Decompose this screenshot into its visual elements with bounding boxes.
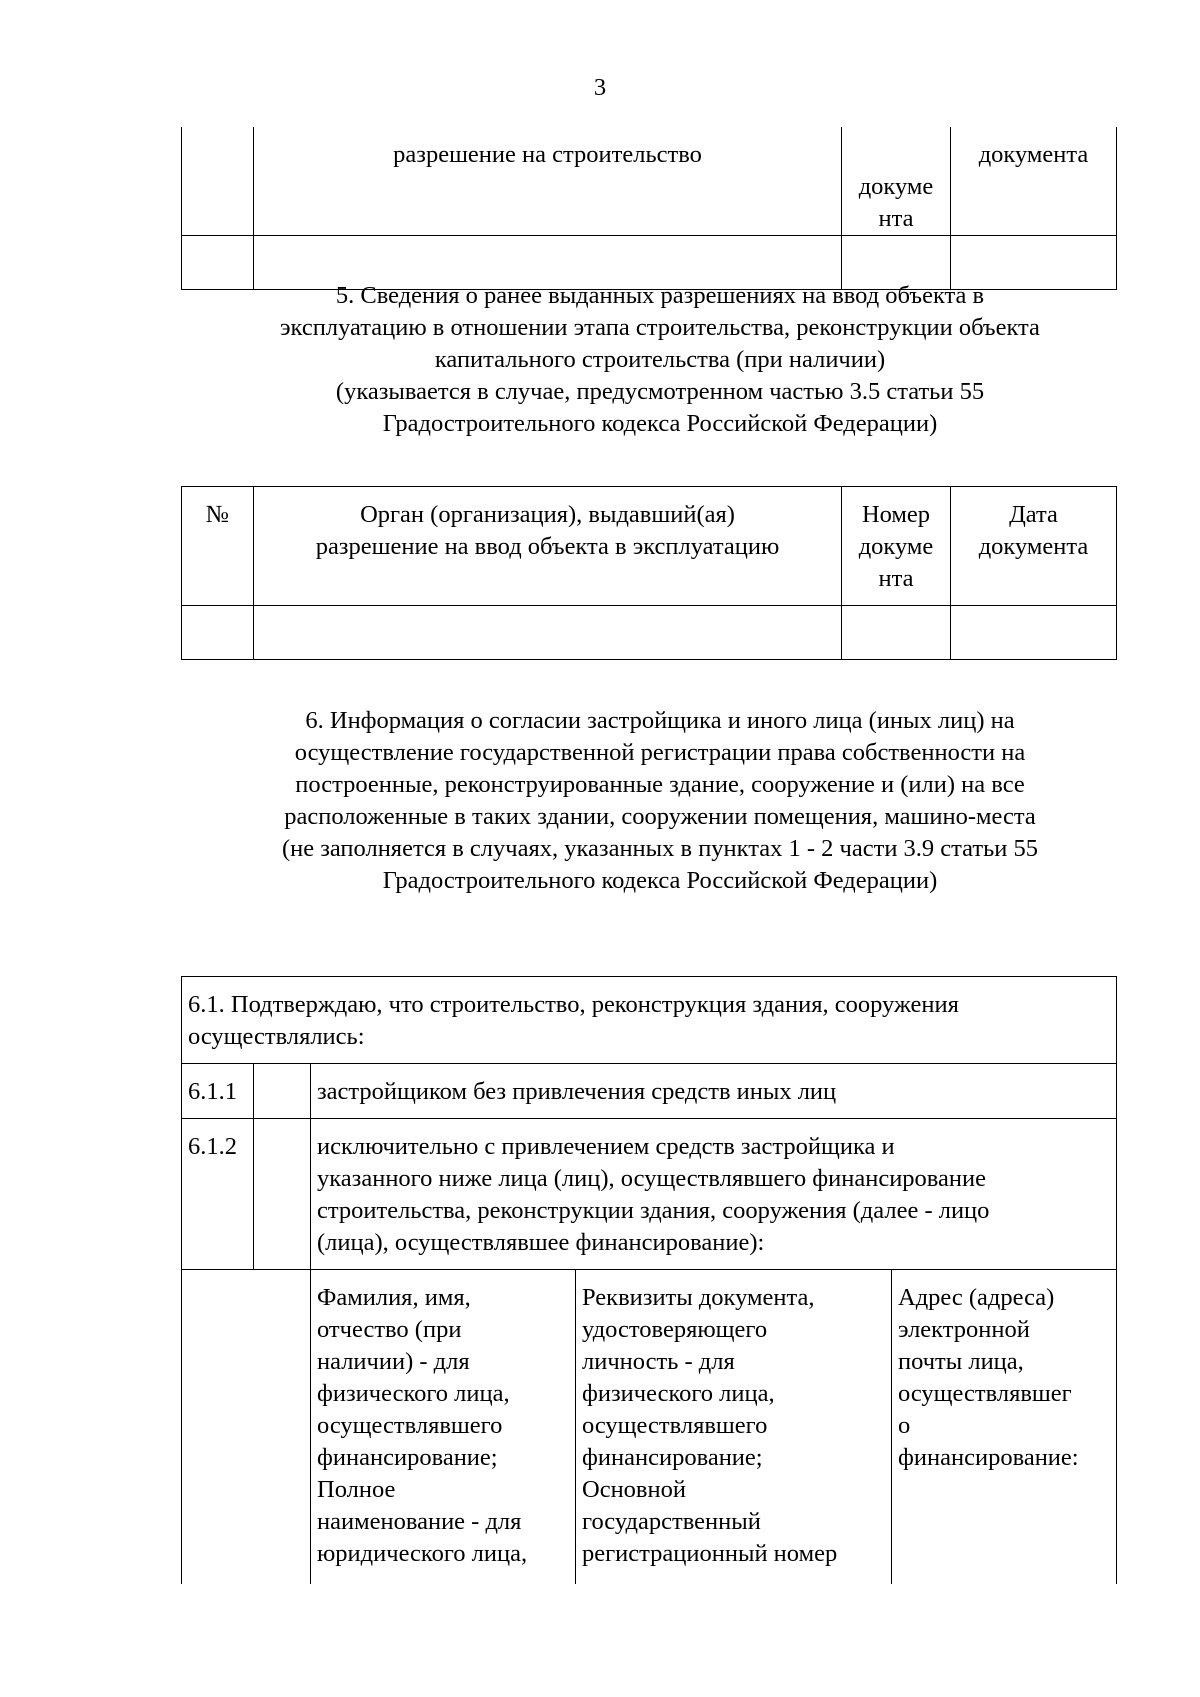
section6-heading-line: (не заполняется в случаях, указанных в пунктах 1 - 2 части 3.9 статьи 55 (281, 835, 1039, 862)
header-num-label: № (205, 501, 230, 528)
option-text (311, 1064, 1117, 1119)
cell-doc-number[interactable] (842, 606, 951, 660)
header-doc-number (842, 487, 951, 606)
financier-header-row (182, 1270, 1117, 1584)
section6-heading-line: Градостроительного кодекса Российской Федерации) (382, 867, 938, 894)
cell-doc-date (951, 127, 1117, 236)
header-organ (254, 487, 842, 606)
section6-heading-line: расположенные в таких здании, сооружении помещения, машино-места (284, 803, 1036, 830)
financier-email-label: Адрес (адреса) электронной почты лица, осуществлявшег о финансирование: (898, 1284, 1079, 1471)
table-row (182, 127, 1117, 236)
table-header-row (182, 487, 1117, 606)
cell-doc-number (842, 127, 951, 236)
header-financier-name (311, 1270, 576, 1584)
commissioning-permits-table (181, 486, 1117, 660)
header-doc-date (951, 487, 1117, 606)
option-code-label: 6.1.2 (188, 1133, 237, 1160)
organ-text: разрешение на строительство (393, 141, 702, 168)
issued-permits-table-continued (181, 127, 1117, 290)
header-financier-email (892, 1270, 1117, 1584)
option-checkbox[interactable] (254, 1064, 311, 1119)
financier-name-label: Фамилия, имя, отчество (при наличии) - для физического лица, осуществлявшего финансирование; Полное наименование - для юридического лица, (317, 1284, 528, 1567)
page-number: 3 (593, 74, 607, 101)
financier-document-label: Реквизиты документа, удостоверяющего личность - для физического лица, осуществлявшего финансирование; Основной государственный регистрационный номер (582, 1284, 838, 1567)
option-code (182, 1064, 254, 1119)
option-code (182, 1119, 254, 1270)
table-row-empty (182, 606, 1117, 660)
cell-num (182, 127, 254, 236)
section5-heading-line: 5. Сведения о ранее выданных разрешениях на ввод объекта в (335, 282, 985, 309)
cell-organ[interactable] (254, 606, 842, 660)
section5-heading-line: эксплуатацию в отношении этапа строительства, реконструкции объекта (280, 314, 1040, 341)
header-num (182, 487, 254, 606)
header-organ-label: Орган (организация), выдавший(ая) разрешение на ввод объекта в эксплуатацию (315, 501, 780, 560)
financier-spacer (182, 1270, 311, 1584)
option-checkbox[interactable] (254, 1119, 311, 1270)
option-text-label: исключительно с привлечением средств застройщика и указанного ниже лица (лиц), осуществлявшего финансирование строительства, реконструкции здания, сооружения (далее - лицо (лица), осуществлявшее финансирование): (317, 1133, 990, 1256)
header-financier-document (576, 1270, 892, 1584)
option-row (182, 1064, 1117, 1119)
section6-heading (180, 705, 1140, 897)
option-text-label: застройщиком без привлечения средств иных лиц (317, 1078, 837, 1105)
confirm-statement (182, 977, 1117, 1064)
section5-heading-line: (указывается в случае, предусмотренном частью 3.5 статьи 55 (335, 378, 985, 405)
confirm-text: 6.1. Подтверждаю, что строительство, реконструкция здания, сооружения осуществлялись: (188, 991, 959, 1050)
section6-heading-line: 6. Информация о согласии застройщика и иного лица (иных лиц) на (305, 707, 1015, 734)
doc-number-header: докуме нта (858, 173, 934, 232)
cell-organ (254, 127, 842, 236)
section5-heading-line: Градостроительного кодекса Российской Федерации) (382, 410, 938, 437)
section5-heading (180, 280, 1140, 440)
section6-heading-line: построенные, реконструированные здание, сооружение и (или) на все (295, 771, 1025, 798)
cell-doc-date[interactable] (951, 606, 1117, 660)
option-code-label: 6.1.1 (188, 1078, 237, 1105)
confirm-row (182, 977, 1117, 1064)
option-text (311, 1119, 1117, 1270)
doc-date-header: документа (978, 141, 1089, 168)
cell-num[interactable] (182, 606, 254, 660)
consent-table (181, 976, 1117, 1584)
header-doc-date-label: Дата документа (978, 501, 1089, 560)
header-doc-number-label: Номер докуме нта (858, 501, 934, 592)
section6-heading-line: осуществление государственной регистрации права собственности на (294, 739, 1026, 766)
option-row (182, 1119, 1117, 1270)
section5-heading-line: капитального строительства (при наличии) (434, 346, 886, 373)
